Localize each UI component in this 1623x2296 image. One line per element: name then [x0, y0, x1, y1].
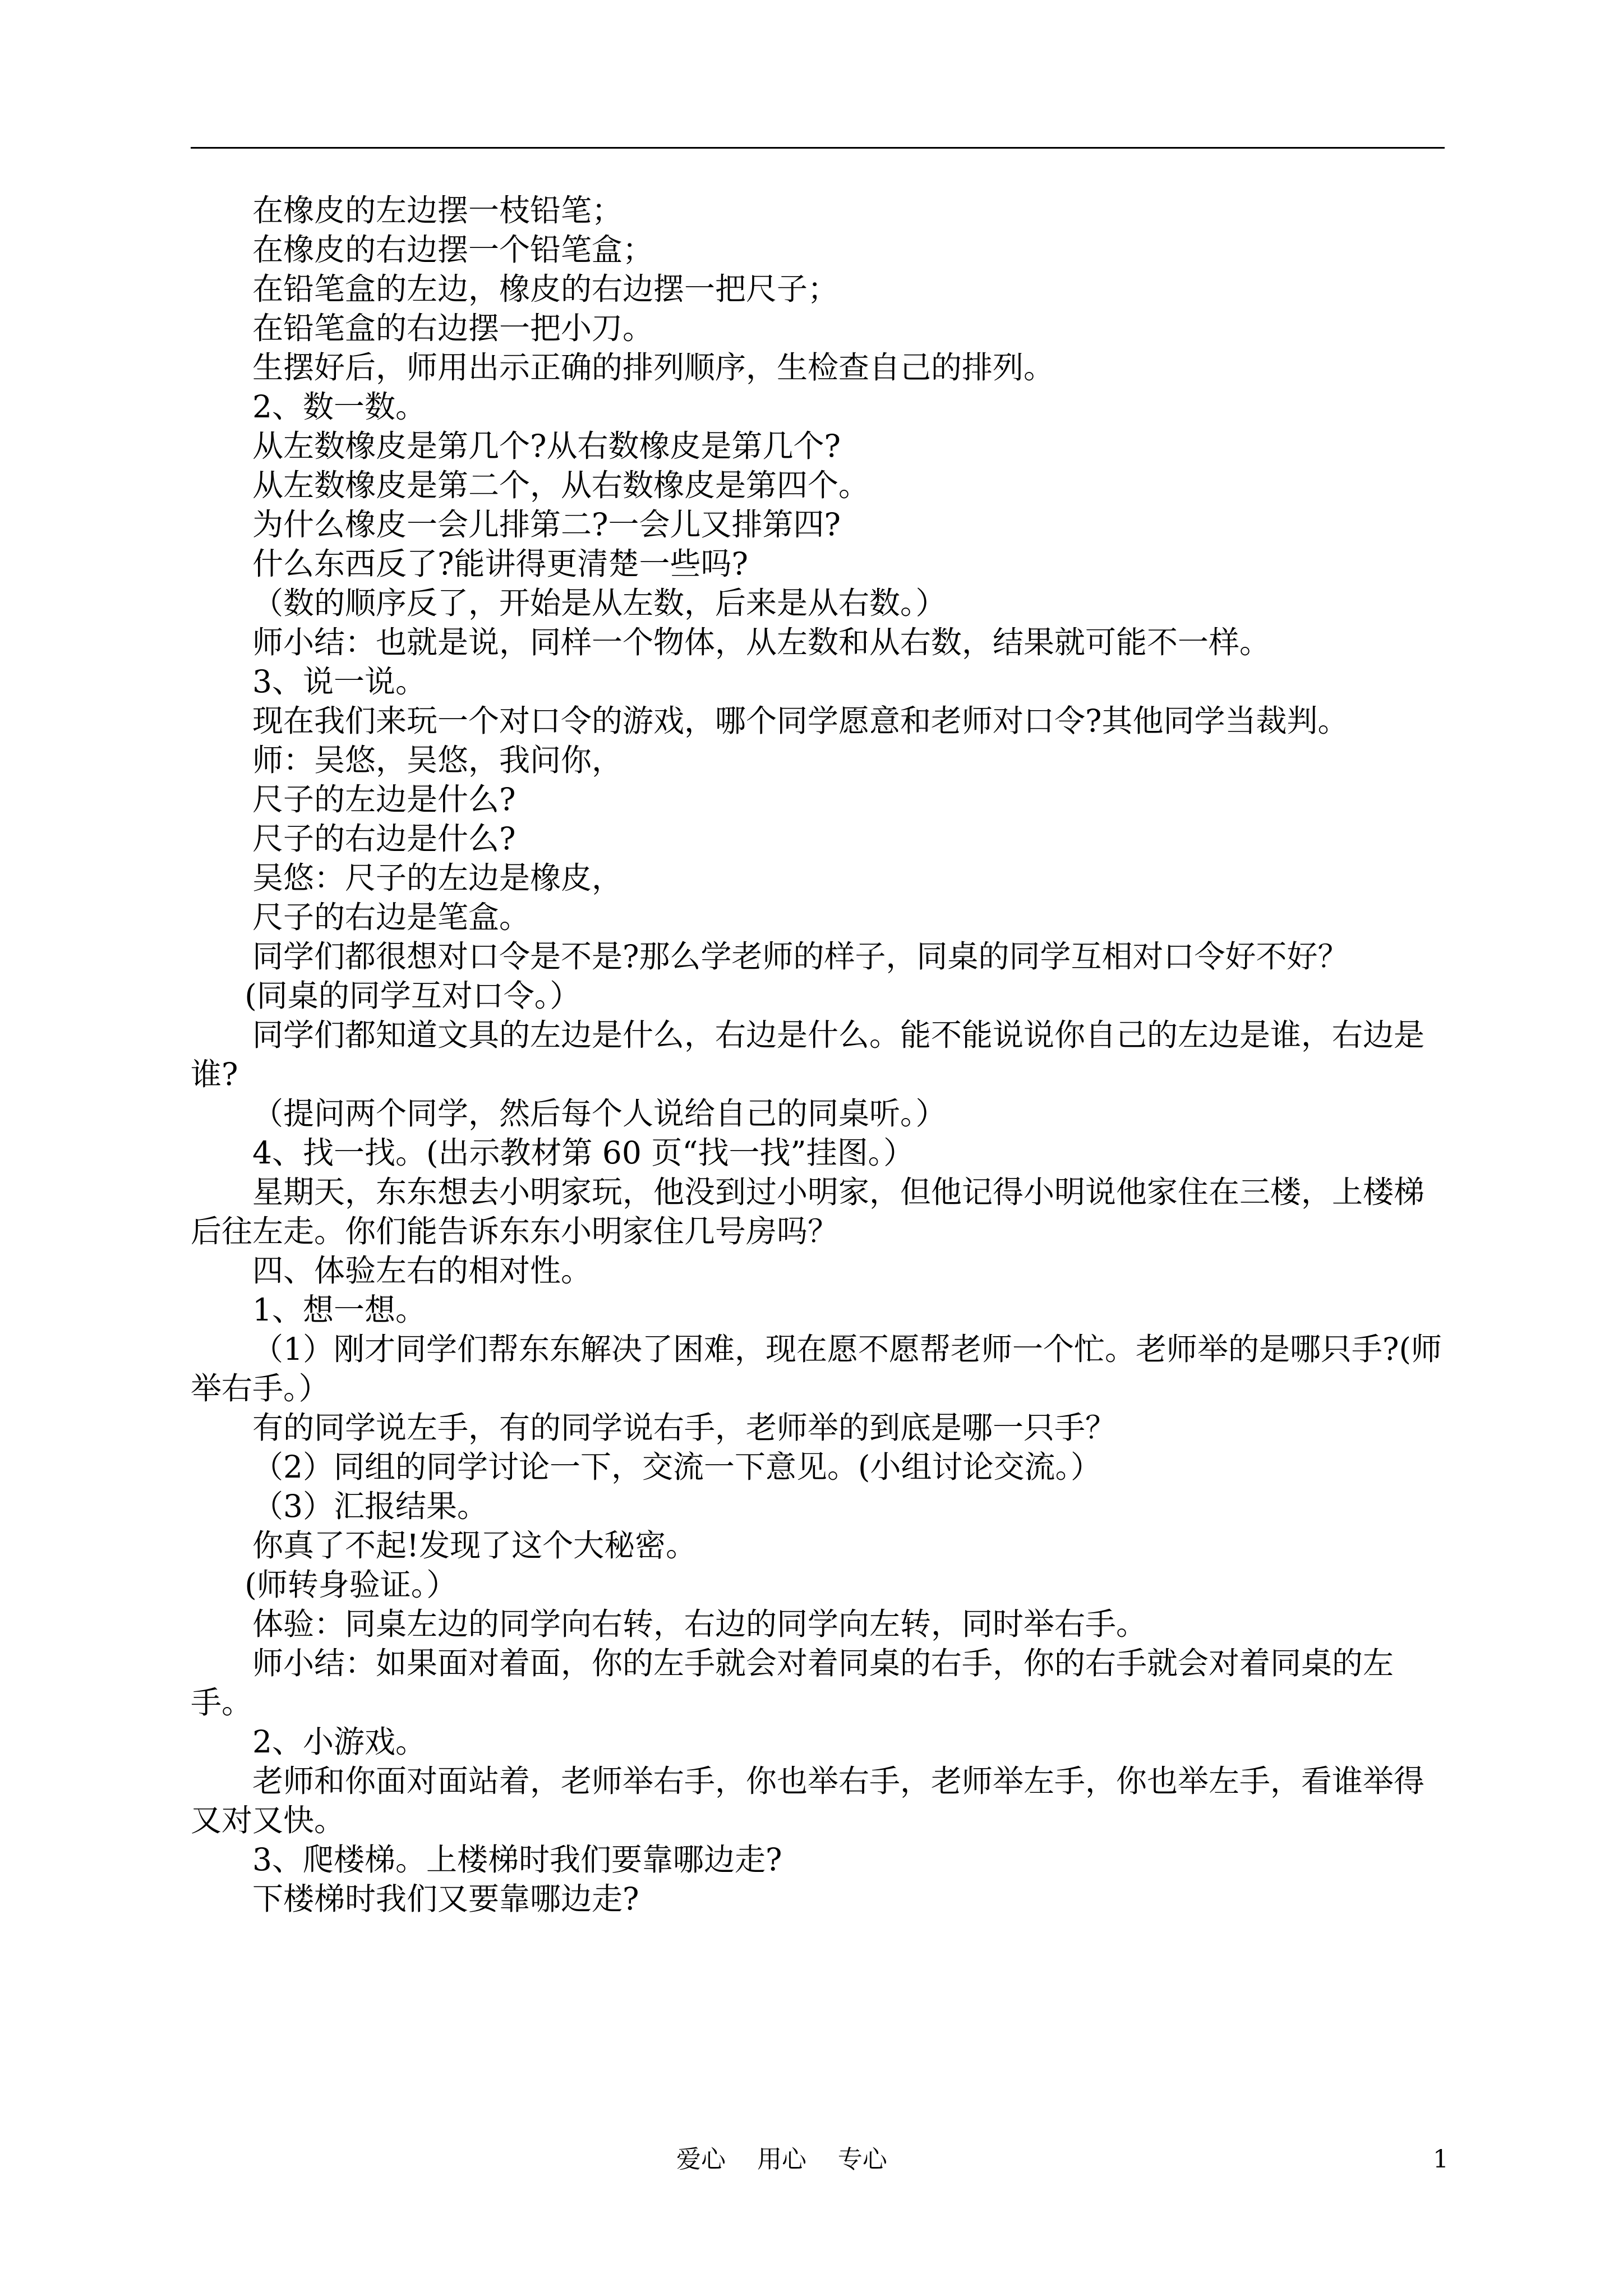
paragraph: （提问两个同学，然后每个人说给自己的同桌听。）	[252, 1096, 947, 1131]
section-heading: 4、找一找。(出示教材第 60 页“找一找”挂图。）	[252, 1135, 915, 1171]
paragraph: 在橡皮的左边摆一枝铅笔；	[252, 192, 623, 228]
paragraph: 有的同学说左手，有的同学说右手，老师举的到底是哪一只手？	[252, 1410, 1117, 1446]
paragraph: 吴悠：尺子的左边是橡皮，	[252, 860, 623, 896]
paragraph: 体验：同桌左边的同学向右转，右边的同学向左转，同时举右手。	[252, 1606, 1147, 1642]
footer-motto: 爱心 用心 专心	[676, 2145, 887, 2174]
paragraph: 下楼梯时我们又要靠哪边走?	[252, 1881, 639, 1917]
paragraph: 师小结：如果面对着面，你的左手就会对着同桌的右手，你的右手就会对着同桌的左手。	[191, 1645, 1394, 1720]
section-heading: 3、说一说。	[252, 664, 426, 700]
paragraph: （数的顺序反了，开始是从左数，后来是从右数。）	[252, 585, 947, 621]
page-number: 1	[1433, 2145, 1449, 2174]
paragraph: 在铅笔盒的右边摆一把小刀。	[252, 310, 654, 346]
paragraph: 师：吴悠，吴悠，我问你，	[252, 742, 623, 778]
paragraph: (师转身验证。）	[245, 1567, 458, 1603]
paragraph: 同学们都很想对口令是不是?那么学老师的样子，同桌的同学互相对口令好不好？	[252, 938, 1349, 974]
section-heading: 四、体验左右的相对性。	[252, 1253, 592, 1289]
paragraph: 你真了不起!发现了这个大秘密。	[252, 1527, 697, 1563]
section-heading: 3、爬楼梯。上楼梯时我们要靠哪边走?	[252, 1842, 782, 1878]
paragraph: 尺子的右边是笔盒。	[252, 899, 531, 935]
paragraph: 什么东西反了?能讲得更清楚一些吗?	[252, 546, 748, 582]
document-body	[191, 191, 1445, 1918]
paragraph: 尺子的右边是什么?	[252, 821, 516, 857]
paragraph: 从左数橡皮是第几个?从右数橡皮是第几个?	[252, 428, 841, 464]
paragraph: 老师和你面对面站着，老师举右手，你也举右手，老师举左手，你也举左手，看谁举得又对又快。	[191, 1763, 1425, 1838]
paragraph: 师小结：也就是说，同样一个物体，从左数和从右数，结果就可能不一样。	[252, 624, 1271, 660]
paragraph: (同桌的同学互对口令。）	[245, 978, 581, 1014]
paragraph: 星期天，东东想去小明家玩，他没到过小明家，但他记得小明说他家住在三楼，上楼梯后往左走。你们能告诉东东小明家住几号房吗？	[191, 1174, 1425, 1249]
paragraph: 同学们都知道文具的左边是什么，右边是什么。能不能说说你自己的左边是谁，右边是谁?	[191, 1017, 1425, 1092]
paragraph: （1）刚才同学们帮东东解决了困难，现在愿不愿帮老师一个忙。老师举的是哪只手?(师举右手。）	[191, 1331, 1442, 1406]
section-heading: 2、小游戏。	[252, 1724, 426, 1760]
header-rule	[191, 147, 1445, 149]
paragraph: （3）汇报结果。	[252, 1488, 488, 1524]
paragraph: 在铅笔盒的左边，橡皮的右边摆一把尺子；	[252, 271, 839, 307]
paragraph: 在橡皮的右边摆一个铅笔盒；	[252, 232, 654, 268]
section-heading: 1、想一想。	[252, 1292, 426, 1328]
paragraph: 尺子的左边是什么?	[252, 781, 516, 817]
paragraph: 生摆好后，师用出示正确的排列顺序，生检查自己的排列。	[252, 349, 1055, 385]
paragraph: （2）同组的同学讨论一下，交流一下意见。(小组讨论交流。）	[252, 1449, 1101, 1485]
paragraph: 从左数橡皮是第二个，从右数橡皮是第四个。	[252, 467, 870, 503]
section-heading: 2、数一数。	[252, 389, 426, 425]
paragraph: 现在我们来玩一个对口令的游戏，哪个同学愿意和老师对口令?其他同学当裁判。	[252, 703, 1349, 739]
paragraph: 为什么橡皮一会儿排第二?一会儿又排第四?	[252, 507, 841, 542]
